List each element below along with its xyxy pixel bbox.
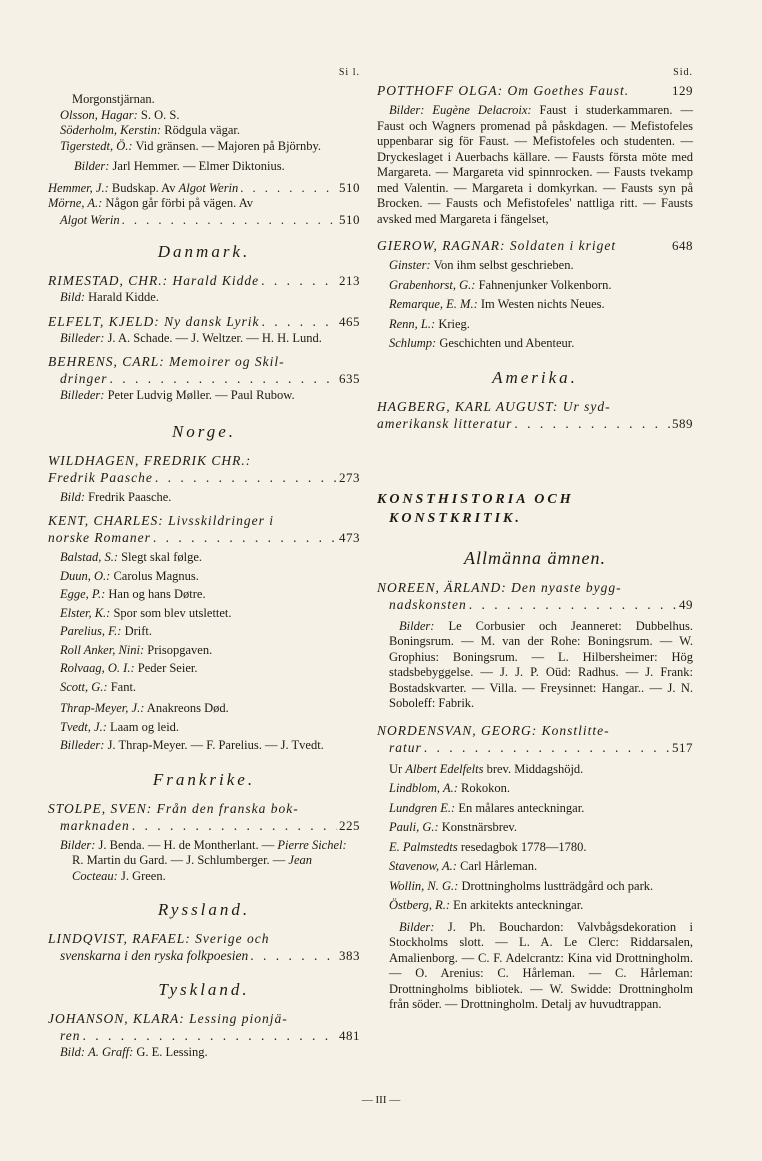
illustrations-text: Le Corbusier och Jeanneret: Dubbelhus. Boningsrum. — M. van der Rohe: Boningsrum. — W. Grophius: Boningsrum. — L. Hilbersheimer: Hög stadsbebyggelse. — J. J. P. Oüd: Radhus. — J. Frank: Bostadskvarter. — Villa. — Freysinnet: Hangar.. — J. N. Soboleff: Fabrik. (389, 618, 694, 710)
item-author: Parelius, F.: (60, 624, 122, 638)
item-author: Pauli, G.: (389, 820, 439, 834)
entry-author: Algot Werin (60, 212, 120, 227)
item-title: Laam og leid. (109, 719, 180, 734)
list-item (48, 606, 360, 622)
item-author: Lundgren E.: (389, 800, 456, 815)
page-number: 510 (339, 179, 360, 195)
list-item (48, 720, 360, 736)
illustrations-text: J. Thrap-Meyer. — F. Parelius. — J. Tvedt. (107, 738, 324, 752)
illustrations-label: Billeder: (60, 330, 105, 345)
list-item (48, 624, 360, 640)
toc-entry[interactable] (48, 512, 360, 546)
item-title: Drottningholms lustträdgård och park. (461, 878, 654, 893)
section-heading-frankrike: Frankrike. (152, 769, 256, 789)
list-item (48, 123, 360, 139)
toc-entry[interactable] (377, 237, 693, 254)
item-author: Rolvaag, O. I.: (60, 661, 135, 675)
entry-heading: ELFELT, KJELD: Ny dansk Lyrik (48, 313, 260, 329)
section-heading-amerika: Amerika. (492, 367, 578, 387)
illustrations-author: Jean Cocteau: (72, 853, 313, 883)
list-item (48, 550, 360, 566)
illustrations-text: Jarl Hemmer. — Elmer Diktonius. (112, 159, 285, 173)
list-item (377, 820, 693, 836)
page-number: 481 (339, 1028, 360, 1043)
list-item (48, 569, 360, 585)
entry-heading: RIMESTAD, CHR.: Harald Kidde (48, 273, 260, 288)
toc-entry[interactable] (48, 930, 360, 964)
entry-heading: WILDHAGEN, FREDRIK CHR.: (48, 452, 252, 468)
page-column-header: Sid. (673, 67, 693, 78)
entry-heading: LINDQVIST, RAFAEL: Sverige och (48, 931, 270, 946)
illustrations-author: A. Graff: (88, 1045, 134, 1059)
item-title: Rödgula vägar. (164, 123, 240, 137)
leader-dots (514, 415, 670, 432)
leader-dots (132, 817, 337, 834)
entry-heading-cont: ratur (389, 739, 422, 755)
illustrations-label: Bilder: (60, 837, 96, 852)
entry-heading-cont: marknaden (60, 817, 130, 833)
entry-heading-cont: Fredrik Paasche (48, 469, 153, 485)
illustrations-line (48, 388, 360, 404)
illustrations-label: Bilder: (74, 159, 110, 173)
toc-entry[interactable] (48, 800, 360, 834)
list-item (377, 278, 693, 294)
section-heading-danmark: Danmark. (157, 242, 251, 261)
illustrations-label: Bild: (60, 489, 85, 504)
page-number: 465 (339, 313, 360, 329)
leader-dots (110, 370, 338, 387)
entry-heading: HAGBERG, KARL AUGUST: Ur syd- (377, 398, 611, 414)
illustrations-line (48, 159, 360, 175)
toc-entry[interactable] (377, 722, 693, 756)
entry-heading: NOREEN, ÄRLAND: Den nyaste bygg- (377, 579, 622, 595)
leader-dots (261, 313, 337, 330)
list-item (377, 840, 693, 856)
illustrations-label: Bild: (60, 290, 85, 304)
entry-heading: NORDENSVAN, GEORG: Konstlitte- (377, 722, 610, 738)
page-number: 213 (339, 273, 360, 288)
section-heading-ryssland: Ryssland. (157, 900, 251, 919)
entry-heading-cont: amerikansk litteratur (377, 415, 513, 431)
item-title: Morgonstjärnan. (72, 92, 155, 106)
illustrations-line (377, 103, 693, 227)
toc-entry[interactable] (48, 452, 360, 486)
illustrations-text: J. Green. (120, 868, 166, 883)
list-item (377, 297, 693, 313)
illustrations-line (48, 331, 360, 347)
illustrations-text: J. Benda. — H. de Montherlant. — (98, 837, 275, 852)
item-title: Anakreons Død. (146, 701, 229, 715)
item-title: Carl Hårleman. (460, 859, 538, 873)
item-title: Rokokon. (461, 781, 510, 795)
list-item (48, 92, 360, 108)
item-author: Tigerstedt, Ö.: (60, 138, 133, 153)
page-number: 273 (339, 469, 360, 485)
list-item (377, 879, 693, 895)
list-item (48, 680, 360, 696)
leader-dots (261, 272, 337, 289)
entry-heading: KENT, CHARLES: Livsskildringer i (48, 513, 275, 528)
item-author: Roll Anker, Nini: (60, 642, 145, 657)
illustrations-line (377, 920, 693, 1013)
leader-dots (469, 596, 677, 613)
item-title: S. O. S. (140, 107, 180, 122)
list-item (377, 762, 693, 778)
major-heading-line: KONSTHISTORIA OCH (377, 491, 574, 507)
item-author: Olsson, Hagar: (60, 107, 138, 122)
item-author: Renn, L.: (389, 316, 436, 331)
page-number-footer: — III — (361, 1094, 401, 1106)
list-item (377, 801, 693, 817)
item-author: Schlump: (389, 336, 437, 350)
page-number: 129 (672, 83, 693, 98)
page-number: 510 (339, 211, 360, 227)
item-author: Remarque, E. M.: (389, 297, 478, 311)
item-title: Spor som blev utslettet. (113, 605, 232, 620)
item-author: Grabenhorst, G.: (389, 277, 476, 292)
illustrations-text: J. A. Schade. — J. Weltzer. — H. H. Lund. (107, 330, 322, 345)
page-number: 589 (672, 415, 693, 431)
list-item (377, 859, 693, 875)
leader-dots (424, 739, 670, 756)
toc-entry[interactable] (48, 313, 360, 330)
section-heading-tyskland: Tyskland. (158, 980, 250, 999)
entry-title: Någon går förbi på vägen. Av (105, 196, 254, 210)
leader-dots (83, 1027, 338, 1044)
item-title: Peder Seier. (137, 661, 198, 675)
item-author: Östberg, R.: (389, 898, 450, 912)
item-title: Drift. (124, 624, 153, 638)
illustrations-text: Fredrik Paasche. (88, 489, 172, 504)
item-title: Han og hans Døtre. (108, 587, 206, 601)
item-title: Fahnenjunker Volkenborn. (478, 277, 612, 292)
illustrations-label: Bilder: (389, 103, 425, 117)
illustrations-label: Billeder: (60, 738, 105, 752)
leader-dots (122, 213, 337, 229)
entry-author: Mörne, A.: (48, 196, 103, 210)
list-item (377, 317, 693, 333)
illustrations-author: Pierre Sichel: (277, 837, 347, 852)
toc-entry[interactable] (377, 398, 693, 432)
item-title: Prisopgaven. (147, 642, 213, 657)
entry-heading: POTTHOFF OLGA: Om Goethes Faust. (377, 83, 630, 98)
item-author: Söderholm, Kerstin: (60, 123, 162, 137)
item-author: Albert Edelfelts (405, 761, 484, 776)
illustrations-line (48, 1045, 360, 1061)
toc-entry[interactable] (48, 1010, 360, 1044)
list-item (48, 661, 360, 677)
item-title: resedagbok 1778—1780. (460, 839, 587, 854)
item-title: Krieg. (438, 316, 470, 331)
nordensvan-list (377, 762, 693, 914)
list-item (48, 643, 360, 659)
entry-heading: STOLPE, SVEN: Från den franska bok- (48, 800, 299, 816)
list-item (377, 898, 693, 914)
illustrations-label: Billeder: (60, 388, 105, 402)
list-item (377, 336, 693, 352)
item-author: Egge, P.: (60, 587, 106, 601)
item-title: En målares anteckningar. (458, 800, 585, 815)
item-title: Von ihm selbst geschrieben. (433, 258, 574, 272)
item-author: Lindblom, A.: (389, 781, 458, 795)
item-author: Balstad, S.: (60, 550, 118, 564)
list-item (48, 587, 360, 603)
page-number: 383 (339, 948, 360, 963)
toc-entry[interactable] (48, 180, 360, 197)
item-title: Konstnärsbrev. (441, 820, 517, 834)
entry-heading-cont: dringer (60, 371, 108, 386)
entry-heading: JOHANSON, KLARA: Lessing pionjä- (48, 1011, 288, 1026)
leader-dots (240, 181, 337, 197)
entry-author: Algot Werin (178, 180, 239, 195)
illustrations-line (377, 619, 693, 712)
page-number: 648 (672, 238, 693, 253)
item-title: Im Westen nichts Neues. (480, 297, 605, 311)
illustrations-text: Harald Kidde. (88, 290, 159, 304)
item-prefix: Ur (389, 761, 403, 776)
list-item (48, 108, 360, 124)
item-author: Wollin, N. G.: (389, 878, 459, 893)
entry-heading-cont: norske Romaner (48, 530, 151, 545)
entry-heading-cont: ren (60, 1028, 81, 1043)
illustrations-text: G. E. Lessing. (136, 1045, 208, 1059)
item-title: Fant. (110, 679, 137, 694)
leader-dots (155, 469, 337, 486)
page-number: 49 (679, 596, 693, 612)
illustrations-author: Eugène Delacroix: (432, 103, 532, 117)
leader-dots (153, 529, 337, 546)
list-item (48, 701, 360, 717)
item-author: Tvedt, J.: (60, 719, 107, 734)
item-author: E. Palmstedts (389, 839, 458, 854)
leader-dots (250, 947, 337, 964)
illustrations-label: Bild: (60, 1045, 85, 1059)
illustrations-line (48, 490, 360, 506)
illustrations-line (48, 290, 360, 306)
item-author: Ginster: (389, 258, 431, 272)
illustrations-label: Bilder: (399, 919, 435, 934)
toc-entry[interactable] (48, 353, 360, 387)
illustrations-text: J. Ph. Bouchardon: Valvbågsdekoration i Stockholms slott. — L. A. Le Clerc: Riddarsalen, Amalienborg. — C. F. Adelcrantz: Kina vid Drottningholm. — O. Arenius: C. Hårleman. — C. Hårleman: Drottningholms bibliotek. — W. Swidde: Drottningholm från söder. — Drottningholm. Detalj av huvudtrappan. (389, 919, 693, 1011)
page-number: 473 (339, 530, 360, 545)
toc-entry[interactable] (48, 196, 360, 228)
section-heading-allmanna: Allmänna ämnen. (464, 547, 606, 568)
entry-title: Budskap. Av (111, 180, 176, 195)
entry-author: Hemmer, J.: (48, 180, 109, 195)
finland-continued-list (48, 92, 360, 175)
item-title: Geschichten und Abenteur. (439, 336, 575, 350)
list-item (377, 781, 693, 797)
illustrations-text: Faust i studerkammaren. — Faust och Wagners promenad på påskdagen. — Mefistofeles uppenbarar sig för Faust. — Mefistofeles och studenten. — Dryckeslaget i Auerbachs källare. — Fausts första möte med Margareta. — Margareta vid spinnrocken. — Fausts tvekamp med Valentin. — Margareta i domkyrkan. — Fausts syn på Brocken. — Fausts och Mefistofeles' nattliga ritt. — Fausts avsked med Margareta i fängelset, (377, 103, 693, 226)
entry-heading: GIEROW, RAGNAR: Soldaten i kriget (377, 238, 617, 253)
toc-entry[interactable] (377, 579, 693, 613)
list-item (48, 139, 360, 155)
gierow-list (377, 258, 693, 352)
left-column (48, 66, 360, 1061)
item-title: En arkitekts anteckningar. (453, 898, 584, 912)
item-title: Carolus Magnus. (113, 568, 199, 583)
toc-entry[interactable] (377, 82, 693, 99)
page-number: 517 (672, 739, 693, 755)
list-item (377, 258, 693, 274)
section-heading-norge: Norge. (171, 421, 237, 441)
entry-heading-cont: svenskarna i den ryska folkpoesien (60, 948, 249, 963)
illustrations-text: R. Martin du Gard. — J. Schlumberger. — (72, 853, 286, 867)
item-author: Thrap-Meyer, J.: (60, 701, 145, 715)
norge-list (48, 550, 360, 735)
illustrations-text: Peter Ludvig Møller. — Paul Rubow. (107, 388, 295, 402)
major-heading (377, 490, 693, 528)
toc-entry[interactable] (48, 272, 360, 289)
item-author: Scott, G.: (60, 679, 108, 694)
item-title: Slegt skal følge. (121, 550, 202, 564)
illustrations-line (48, 738, 360, 754)
page-column-header: Si l. (338, 67, 360, 78)
item-title: brev. Middagshöjd. (486, 761, 584, 776)
illustrations-line (48, 838, 360, 885)
entry-heading: BEHRENS, CARL: Memoirer og Skil- (48, 354, 285, 369)
item-author: Elster, K.: (60, 605, 111, 620)
right-column (377, 66, 693, 1013)
item-title: Vid gränsen. — Majoren på Björnby. (135, 138, 322, 153)
entry-heading-cont: nadskonsten (389, 596, 467, 612)
major-heading-line: KONSTKRITIK. (389, 510, 522, 526)
page-number: 225 (339, 817, 360, 833)
item-author: Duun, O.: (60, 568, 111, 583)
item-author: Stavenow, A.: (389, 859, 457, 873)
illustrations-label: Bilder: (399, 618, 435, 633)
page-number: 635 (339, 371, 360, 386)
